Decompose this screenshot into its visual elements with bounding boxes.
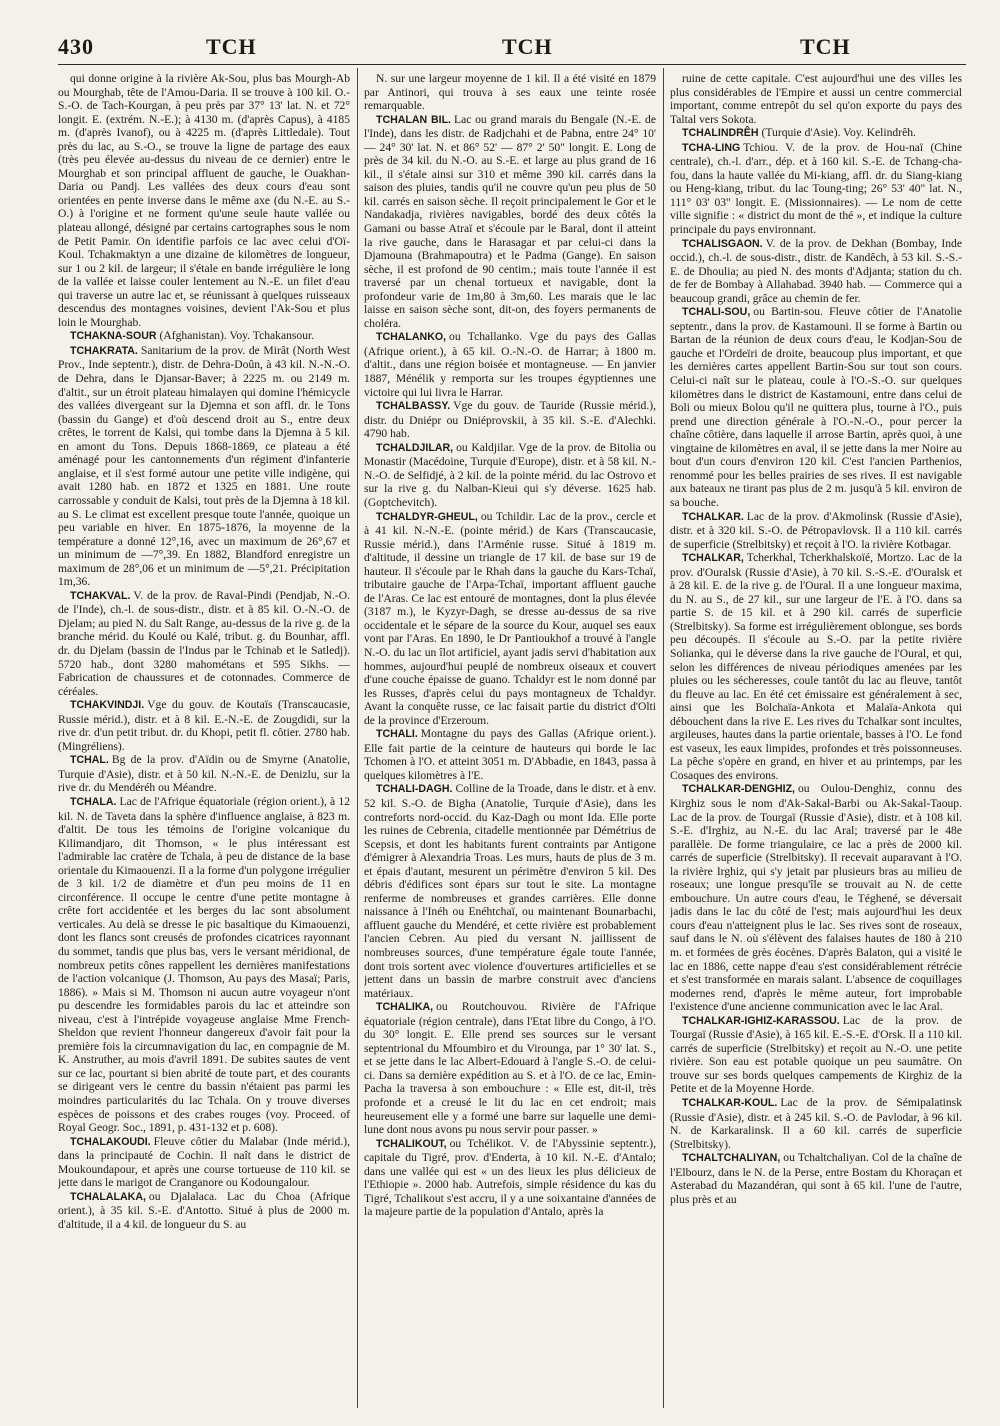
dictionary-entry (364, 113, 656, 331)
dictionary-entry (364, 727, 656, 782)
dictionary-entry (364, 441, 656, 510)
dictionary-entry (58, 589, 350, 698)
entry-text: ou Oulou-Denghiz, connu des Kirghiz sous le nom d'Ak-Sakal-Barbi ou Ak-Sakal-Taoup. Lac de la prov. de Tourgaï (Russie d'Asie), distr. et à 108 kil. S.-E. d'Irghiz, au N.-E. du lac Aral; traversé par le 48e parallèle. De forme triangulaire, ce lac a près de 2000 kil. carrés de superficie (Strelbitsky). Il recevait auparavant à l'O. la rivière Irghiz, qui s'y jetait par plusieurs bras au milieu de roseaux; une longue presqu'île se trouvait au N. de cette embouchure. Un autre cours d'eau, le Téghené, se déversait jadis dans le lac du côté de l'est; mais aujourd'hui les deux cours d'eau n'atteignent plus le lac. Ses rives sont de roseaux, sauf dans le N. où s'élèvent des falaises hautes de 180 à 210 m. et formées de grès éocènes. D'après Balaton, qui a visité le lac en 1886, cette nappe d'eau s'est considérablement rétrécie et s'est transformée en marais salant. L'absence de coquillages modernes rend, d'après le même auteur, fort improbable l'existence d'une ancienne communication avec le lac Aral. (670, 782, 962, 1014)
entry-headword: TCHALKAR-IGHIZ-KARASSOU. (682, 1014, 840, 1027)
dictionary-entry (670, 1151, 962, 1206)
entry-headword: TCHALBASSY. (376, 400, 451, 413)
entry-text: ou Tchélikot. V. de l'Abyssinie septentr.), capitale du Tigré, prov. d'Enderta, à 10 kil. N.-E. d'Antalo; dans une vallée qui est « un des lieux les plus délicieux de l'Ethiopie ». 2000 hab. Autrefois, simple résidence du kas du Tigré, Tchalikout s'est accru, il y a une soixantaine d'années de la majeure partie de la population d'Antalo, après la (364, 1136, 656, 1219)
entry-text: Bg de la prov. d'Aïdin ou de Smyrne (Anatolie, Turquie d'Asie), distr. et à 50 kil. N.-N.-E. de Denizlu, sur la rive dr. du Mendéréh ou Méandre. (58, 753, 350, 795)
dictionary-entry (670, 782, 962, 1013)
entry-text: V. de la prov. de Raval-Pindi (Pendjab, N.-O. de l'Inde), ch.-l. de sous-distr., distr. et à 85 kil. O.-N.-O. de Djelam; au pied N. du Salt Range, au-dessus de la rive g. de la branche mérid. du Koulé ou Kalé, tribut. g. du Bounhar, affl. dr. du Djelam (bassin de l'Indus par le Tchinab et le Satledj). 5720 hab., dont 3280 mahométans et 595 Sikhs. — Fabrication de chaussures et de cotonnades. Commerce de céréales. (58, 588, 350, 698)
dictionary-entry (670, 126, 962, 141)
dictionary-entry (58, 753, 350, 795)
entry-headword: TCHALIKOUT, (376, 1137, 447, 1150)
dictionary-entry (58, 1135, 350, 1190)
entry-headword: TCHALTCHALIYAN, (682, 1152, 781, 1165)
entry-headword: TCHALAN BIL. (376, 113, 451, 126)
dictionary-entry (364, 399, 656, 441)
column-2 (364, 72, 656, 1408)
entry-text: ou Tchildir. Lac de la prov., cercle et à 41 kil. N.-N.-E. (pointe mérid.) de Kars (Transcaucasie, Russie mérid.), dans l'Arménie russe. Situé à 1819 m. d'altitude, il dessine un triangle de 17 kil. de base sur 19 de hauteur. Il s'écoule par le Rhah dans la gauche du Kars-Tchaï, tributaire gauche de l'Arpa-Tchaï, important affluent gauche de l'Aras. Ce lac est entouré de montagnes, dont la plus élevée (3187 m.), le Kyzyr-Dagh, se dresse au-dessus de sa rive occidentale et le sépare de la source du Kour, auquel ses eaux vont par l'Aras. En 1890, le Dr Pantioukhof a trouvé à l'angle N.-O. du lac un îlot artificiel, ayant jadis servi d'habitation aux hommes, aujourd'hui peuplé de nombreux oiseaux et couvert d'une couche épaisse de guano. Tchaldyr est le nom donné par les Russes, d'après celui du pays montagneux de Tchaldyr. Avant la conquête russe, ce lac faisait partie du district d'Olti de la province d'Erzeroum. (364, 509, 656, 727)
entry-headword: TCHALAKOUDI. (70, 1135, 151, 1148)
dictionary-entry (58, 344, 350, 589)
entry-headword: TCHALKAR, (682, 552, 744, 565)
entry-text: N. sur une largeur moyenne de 1 kil. Il a été visité en 1879 par Antinori, qui trouva à ses eaux une teinte rosée remarquable. (364, 72, 656, 113)
dictionary-entry (364, 330, 656, 399)
entry-headword: TCHAKNA-SOUR (70, 330, 157, 343)
entry-text: Lac de la prov. de Sémipalatinsk (Russie d'Asie), distr. et à 245 kil. S.-O. de Pavlodar, à 96 kil. N. de Karkaralinsk. Il a 60 kil. carrés de superficie (Strelbitsky). (670, 1096, 962, 1151)
entry-headword: TCHALKAR-KOUL. (682, 1097, 778, 1110)
entry-headword: TCHALISGAON. (682, 237, 763, 250)
entry-text: ou Bartin-sou. Fleuve côtier de l'Anatolie septentr., dans la prov. de Kastamouni. Il se forme à Bartin ou Bartan de la réunion de deux cours d'eau, le Kodjan-Sou de gauche et l'Ordeïri de droite, beaucoup plus important, et que les dernières cartes appellent Bartin-Sou sur tout son cours. Celui-ci naît sur le plateau, coule à l'O.-S.-O. sur quelques kilomètres dans le district de Kastamouni, entre dans celui de Boli ou mieux Bolou qu'il ne quittera plus, tourne à l'O., puis prend une direction générale à l'O.-N.-O., pour percer la chaîne côtière, dans laquelle il arrose Bartin, après quoi, à une vingtaine de kilomètres en aval, il se jette dans la mer Noire au bout d'un cours d'environ 120 kil. C'est l'ancien Parthenios, renommé pour les belles prairies de ses rives. Il est navigable aux bateaux ne tirant pas plus de 2 m. jusqu'à 5 kil. environ de sa bouche. (670, 305, 962, 509)
entry-headword: TCHALI-SOU, (682, 306, 751, 319)
entry-headword: TCHALANKO, (376, 331, 447, 344)
dictionary-entry (364, 510, 656, 728)
continued-entry (58, 72, 350, 329)
running-head-left: TCH (206, 34, 257, 59)
entry-text: ou Routchouvou. Rivière de l'Afrique équatoriale (région centrale), dans l'Etat libre du Congo, à l'O. du 30° longit. E. Elle prend ses sources sur le versant septentrional du Mfoumbiro et du Virounga, par 1° 30' lat. S., et se jette dans le lac Albert-Edouard à l'angle S.-O. de celui-ci. Dans sa dernière expédition au S. et à l'O. de ce lac, Emin-Pacha la traversa à son embouchure : « Elle est, dit-il, très profonde et a creusé le lit du lac en cet endroit; mais heureusement elle y a formé une barre sur laquelle une demi-lune dont nous avons pu nous servir pour passer. » (364, 1000, 656, 1137)
entry-text: Colline de la Troade, dans le distr. et à env. 52 kil. S.-O. de Bigha (Anatolie, Turquie d'Asie), dans les contreforts nord-occid. du Kaz-Dagh ou mont Ida. Elle porte les ruines de Cebrenia, citadelle mentionnée par Démétrius de Scepsis, et dont les habitants furent contraints par Antigone d'émigrer à Alexandria Troas. Les murs, hauts de plus de 3 m. et épais d'autant, mesurent un périmètre d'environ 5 kil. Des débris d'édifices sont épars sur tout le site. La montagne renferme de nombreuses et grandes carrières. Elle donne naissance à l'Inéh ou Enéhtchaï, ou maintenant Bounarbachi, affluent gauche du Mendéré, et cette rivière est probablement l'ancien Cebren. Au pied du versant N. jaillissent de nombreuses sources, d'une température égale toute l'année, dont trois sortent avec violence d'ouvertures artificielles et se jettent dans un bassin de marbre construit avec d'anciens matériaux. (364, 782, 656, 1000)
entry-headword: TCHALI. (376, 728, 418, 741)
dictionary-entry (58, 698, 350, 753)
entry-text: (Turquie d'Asie). Voy. Kelindrêh. (761, 126, 916, 140)
entry-headword: TCHAKVINDJI. (70, 699, 145, 712)
entry-text: Lac de l'Afrique équatoriale (région orient.), à 12 kil. N. de Taveta dans la sphère d'influence anglaise, à 823 m. d'altit. De tous les témoins de l'origine volcanique du Kilimandjaro, dit Thomson, « le plus intéressant est l'admirable lac cratère de Tchala, à peu de distance de la base orientale du Kimaouenzi. Il a la forme d'un polygone irrégulier de 3 kil. 1/2 de diamètre et d'un peu moins de 11 en circonférence. Il occupe le centre d'une petite montagne à crête fort accidentée et les berges du lac sont absolument verticales. Au delà se dresse le pic basaltique du Kimaouenzi, dont les flancs sont creusés de profondes cicatrices rayonnant du sommet, tandis que plus bas, vers le versant méridional, de nombreux petits cônes rappellent les dernières manifestations de l'action volcanique (J. Thomson, Au pays des Masaï; Paris, 1886). » Mais si M. Thomson ni aucun autre voyageur n'ont pu descendre les formidables parois du lac et atteindre son niveau, c'est à l'intrépide voyageuse anglaise Mme French-Sheldon que revient l'honneur dangereux d'avoir fait pour la première fois la circumnavigation du lac, en compagnie de M. K. Anstruther, au mois d'avril 1891. De subites sautes de vent sur ce lac, pourtant si bien abrité de toute part, et des courants se dirigeant vers le centre du bassin n'étaient pas parmi les moindres particularités du lac Tchala. On y trouve diverses espèces de poissons et des crabes rouges (voy. Proceed. of Royal Geogr. Soc., 1891, p. 431-132 et p. 608). (58, 794, 350, 1135)
dictionary-entry (364, 1000, 656, 1136)
continued-entry (670, 72, 962, 126)
entry-text: Montagne du pays des Gallas (Afrique orient.). Elle fait partie de la ceinture de hauteurs qui borde le lac Tchomen à l'O. et atteint 3051 m. D'Abbadie, en 1843, passa à quelques kilomètres à l'E. (364, 727, 656, 782)
entry-text: Sanitarium de la prov. de Mirât (North West Prov., Inde septentr.), distr. de Dehra-Doûn, à 43 kil. N.-N.-O. de Dehra, dans le Djansar-Baver; à 2225 m. ou 2149 m. d'altit., sur un étroit plateau himalayen qui domine l'hémicycle des vallées divergeant sur la Djemna et son affl. dr. le Tons (bassin du Gange) et d'où descend droit au S., entre deux crêtes, le torrent de Kalsi, qui tombe dans la Djemna à 5 kil. en amont du Tons. Depuis 1868-1869, ce plateau a été aménagé pour les cantonnements d'un régiment d'infanterie anglaise, et il s'est formé autour une petite ville indigène, qui avait 1280 hab. en 1872 et 1325 en 1881. Une route carrossable y conduit de Kalsi, tout près de la Djemna à 18 kil. au S. Le climat est excellent presque toute l'année, quoique un peu variable en hiver. En 1875-1876, la moyenne de la température a donné 12°,16, avec un maximum de 26°,67 et un minimum de —7°,39. En 1882, Blandford enregistre un maximum de 28°,06 et un minimum de —5°,21. Précipitation 1m,36. (58, 343, 350, 589)
dictionary-entry (364, 782, 656, 1000)
entry-headword: TCHALA. (70, 795, 117, 808)
dictionary-entry (670, 1096, 962, 1151)
column-1 (58, 72, 350, 1408)
dictionary-entry (58, 795, 350, 1135)
running-head-right: TCH (800, 34, 851, 59)
dictionary-entry (670, 551, 962, 782)
continued-entry (364, 72, 656, 113)
entry-headword: TCHALIKA, (376, 1001, 434, 1014)
text-columns (58, 68, 966, 1408)
entry-headword: TCHAKRATA. (70, 344, 138, 357)
entry-text: Vge du gouv. de Koutaïs (Transcaucasie, Russie mérid.), distr. et à 8 kil. E.-N.-E. de Zougdidi, sur la rive dr. d'un petit tribut. dr. du Khopi, petit fl. côtier. 2780 hab. (Mingréliens). (58, 698, 350, 753)
entry-text: Lac de la prov. de Tourgaï (Russie d'Asie), à 165 kil. E.-S.-E. d'Orsk. Il a 110 kil. carrés de superficie (Strelbitsky) et reçoit au N.-O. une petite rivière. Son eau est potable quoique un peu saumâtre. On trouve sur ses bords quelques campements de Kirghiz de la Petite et de la Moyenne Horde. (670, 1013, 962, 1096)
column-separator (357, 68, 358, 1408)
running-head-middle: TCH (502, 34, 553, 59)
entry-text: ou Tchallanko. Vge du pays des Gallas (Afrique orient.), à 65 kil. O.-N.-O. de Harrar; à 1800 m. d'altit., dans une région boisée et montagneuse. — En janvier 1887, Ménélik y remporta sur les troupes égyptiennes une victoire qui lui livra le Harrar. (364, 330, 656, 399)
entry-text: (Afghanistan). Voy. Tchakansour. (159, 329, 315, 343)
entry-text: Fleuve côtier du Malabar (Inde mérid.), dans la principauté de Cochin. Il naît dans le district de Moukoundapour, et après une course tortueuse de 110 kil. se jette dans le marigot de Cranganore ou Kodoungalour. (58, 1134, 350, 1190)
entry-headword: TCHALDJILAR, (376, 441, 454, 454)
entry-text: Lac ou grand marais du Bengale (N.-E. de l'Inde), dans les distr. de Radjchahi et de Pabna, entre 24° 10' — 24° 30' lat. N. et 86° 52' — 87° 2' 50" longit. E. Long de près de 34 kil. du N.-O. au S.-E. et large au plus grand de 16 kil., il s'étale ainsi sur 310 et même 390 kil. carrés dans la saison des pluies, tandis qu'il ne couvre qu'un peu plus de 50 kil. carrés en saison sèche. Il reçoit principalement le Gor et le Nandakadja, rivières navigables, bordé des deux côtés la Gamani ou basse Atraï et s'écoule par le Baral, dont il atteint la rive gauche, dans le Harasagar et par celui-ci dans la Djamouna (Brahmapoutra) et le Padma (Gange). En saison sèche, il est profond de 90 centim.; mais toute l'année il est traversé par un chenal tortueux et navigable, dont la profondeur varie de 1m,80 à 3m,60. Les marais que le lac laisse en saison sèche sont, dit-on, des foyers permanents de choléra. (364, 112, 656, 330)
entry-headword: TCHALI-DAGH. (376, 783, 453, 796)
entry-text: ruine de cette capitale. C'est aujourd'hui une des villes les plus considérables de l'Empire et aussi un centre commercial important, comme entrepôt du sel qu'on exporte du pays des Taltal vers Sokota. (670, 72, 962, 126)
entry-text: Tchiou. V. de la prov. de Hou-naï (Chine centrale), ch.-l. d'arr., dép. et à 160 kil. S.-E. de Tchang-cha-fou, dans la haute vallée du Mi-kiang, affl. dr. du Siang-kiang ou Heng-kiang, tribut. du lac Toung-ting; 26° 53' 40" lat. N., 111° 03' 03" longit. E. (Missionnaires). — Le nom de cette ville signifie : « district du mont de thé », et indique la culture principale du pays environnant. (670, 140, 962, 237)
entry-text: ou Tchaltchaliyan. Col de la chaîne de l'Elbourz, dans le N. de la Perse, entre Bostam du Khoraçan et Asterabad du Mazandéran, qui sont à 65 kil. l'une de l'autre, plus près et au (670, 1151, 962, 1206)
header-rule (58, 64, 966, 65)
entry-text: ou Kaldjilar. Vge de la prov. de Bitolia ou Monastir (Macédoine, Turquie d'Europe), distr. et à 58 kil. N.-N.-O. de Selfidjé, à 2 kil. de la pointe mérid. du lac Ostrovo et sur la rive g. du Nalban-Kieui qui s'y déverse. 1625 hab. (Goptchevitch). (364, 440, 656, 509)
entry-text: Vge du gouv. de Tauride (Russie mérid.), distr. du Dniépr ou Dniéprovskii, à 35 kil. S.-E. d'Alechki. 4790 hab. (364, 399, 656, 441)
dictionary-entry (670, 305, 962, 509)
entry-headword: TCHALKAR. (682, 510, 744, 523)
dictionary-entry (58, 329, 350, 344)
column-separator (663, 68, 664, 1408)
dictionary-entry (670, 1014, 962, 1096)
running-header (58, 28, 966, 68)
entry-headword: TCHALKAR-DENGHIZ, (682, 783, 795, 796)
entry-headword: TCHAKVAL. (70, 589, 131, 602)
dictionary-entry (670, 237, 962, 306)
dictionary-entry (364, 1137, 656, 1219)
entry-text: Lac de la prov. d'Akmolinsk (Russie d'Asie), distr. et à 320 kil. S.-O. de Pétropavlovsk. Il a 110 kil. carrés de superficie (Strelbitsky) et reçoit à l'O. la rivière Kotbagar. (670, 509, 962, 551)
entry-headword: TCHAL. (70, 754, 109, 767)
entry-headword: TCHA-LING (682, 141, 741, 154)
dictionary-entry (670, 141, 962, 237)
entry-headword: TCHALINDRÊH (682, 127, 759, 140)
entry-headword: TCHALDYR-GHEUL, (376, 510, 478, 523)
page-number: 430 (58, 34, 94, 59)
dictionary-entry (670, 510, 962, 552)
dictionary-entry (58, 1190, 350, 1232)
entry-text: Tcherkhal, Tcherkhalskoïé, Mortzo. Lac de la prov. d'Ouralsk (Russie d'Asie), à 70 kil. S.-S.-E. d'Ouralsk et à 28 kil. E. de la rive g. de l'Oural. Il a une longueur maxima, du N. au S., de 27 kil., sur une largeur de l'E. à l'O. dans sa partie S. de 15 kil. et à 290 kil. carrés de superficie (Strelbitsky). Sa forme est irrégulièrement oblongue, ses bords peu découpés. Il s'écoule au S.-O. par la petite rivière Solianka, qui le déverse dans la rive gauche de l'Oural, et qui, selon les différences de niveau périodiques amenées par les pluies ou les sécheresses, coule tantôt du lac au fleuve, tantôt du fleuve au lac. En été cet émissaire est généralement à sec, ainsi que les Bolchaïa-Ankota et Malaïa-Ankota qui débouchent dans la rive E. Les rives du Tchalkar sont incultes, argileuses, hautes dans la partie orientale, basses à l'O. Le fond est vaseux, les eaux limpides, profondes et très poissonneuses. La pêche s'opère en grand, en hiver et au printemps, par les Cosaques des environs. (670, 551, 962, 782)
entry-text: ou Djalalaca. Lac du Choa (Afrique orient.), à 35 kil. S.-E. d'Antotto. Situé à plus de 2000 m. d'altitude, il a 4 kil. de longueur du S. au (58, 1189, 350, 1231)
entry-text: V. de la prov. de Dekhan (Bombay, Inde occid.), ch.-l. de sous-distr., distr. de Kandêch, à 53 kil. S.-S.-E. de Dhoulia; au pied N. des monts d'Adjanta; station du ch. de fer de Bombay à Allahabad. 3940 hab. — Commerce qui a beaucoup grandi, grâce au chemin de fer. (670, 236, 962, 305)
column-3 (670, 72, 962, 1408)
entry-text: qui donne origine à la rivière Ak-Sou, plus bas Mourgh-Ab ou Mourghab, tête de l'Amou-Daria. Il se trouve à 100 kil. O.-S.-O. de Tach-Kourgan, à peu près par 37° 13' lat. N. et 72° longit. E. (extrém. N.-E.); à 4130 m. (d'après Capus), à 4185 m. (d'après Ivanof), ou à 4225 m. (d'après Littledale). Tout près du lac, au S.-O., se trouve la ligne de partage des eaux (très peu élevée au-dessus du niveau de ce dernier) entre le Mourghab et son principal affluent de gauche, le Ouakhan-Daria ou Pandj. Les vallées des deux cours d'eau sont orientées en pente inverse dans le même axe (du N.-E. au S.-O.) à l'origine et ne forment qu'une seule haute vallée ou plateau allongé, désigné par certains cartographes sous le nom de Petit Pamir. On identifie parfois ce lac avec celui d'Oï-Koul. Tchakmaktyn a une dizaine de kilomètres de longueur, sur 1 ou 2 kil. de largeur; il s'étale en bande irrégulière le long de la vallée et laisse couler lentement au N.-E. un filet d'eau qui traverse un autre lac et, se réunissant à quelques ruisseaux descendus des montagnes voisines, devient l'Ak-Sou et plus loin le Mourghab. (58, 72, 350, 329)
entry-headword: TCHALALAKA, (70, 1190, 146, 1203)
